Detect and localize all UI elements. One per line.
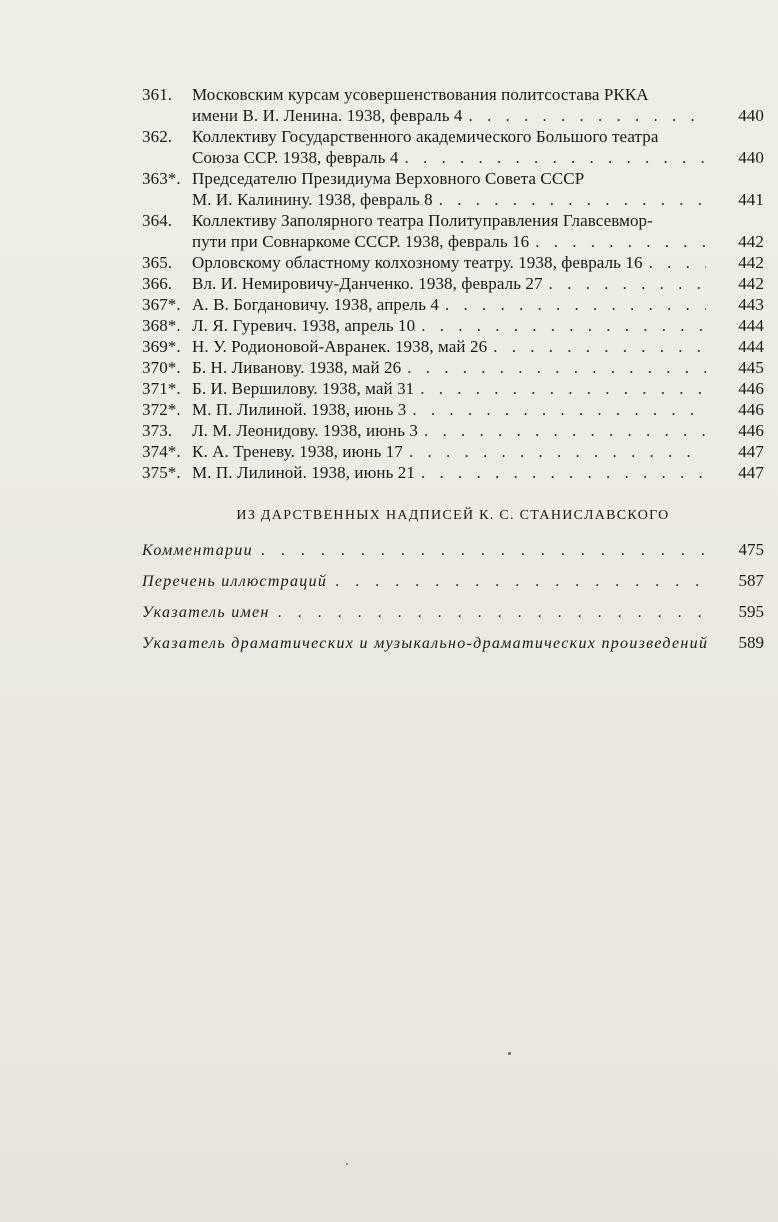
paper-speck <box>346 1163 348 1165</box>
toc-entry <box>142 336 764 357</box>
toc-entry <box>142 126 764 168</box>
entry-number: 362. <box>142 127 173 146</box>
entry-text: М. И. Калинину. 1938, февраль 8 <box>192 190 433 209</box>
dot-leader <box>535 231 706 252</box>
page-number: 442 <box>738 232 764 251</box>
appendix-title: Указатель имен <box>142 604 270 621</box>
toc-entry <box>142 420 764 441</box>
page-number: 444 <box>738 316 764 335</box>
entry-line <box>192 231 706 252</box>
toc-entry <box>142 378 764 399</box>
toc-entry <box>142 357 764 378</box>
paper-speck <box>508 1052 511 1055</box>
appendix-title: Комментарии <box>142 542 253 559</box>
appendix-title: Указатель драматических и музыкально-драматических произведений <box>142 635 709 652</box>
page-number: 443 <box>738 295 764 314</box>
section-heading: ИЗ ДАРСТВЕННЫХ НАДПИСЕЙ К. С. СТАНИСЛАВСКОГО <box>236 508 670 523</box>
entry-text: Н. У. Родионовой-Авранек. 1938, май 26 <box>192 337 488 356</box>
page-number: 446 <box>738 379 764 398</box>
dot-leader <box>420 378 706 399</box>
appendix-entry <box>142 540 764 571</box>
page-number: 442 <box>738 274 764 293</box>
toc-entry <box>142 294 764 315</box>
dot-leader <box>493 336 706 357</box>
entry-line <box>192 294 706 315</box>
page-number: 587 <box>738 571 764 590</box>
entry-text: Союза ССР. 1938, февраль 4 <box>192 148 399 167</box>
entry-number: 372*. <box>142 400 181 419</box>
dot-leader <box>649 252 706 273</box>
page-number: 442 <box>738 253 764 272</box>
toc-entry <box>142 441 764 462</box>
entry-line <box>192 315 706 336</box>
toc-entry <box>142 273 764 294</box>
entry-line <box>192 147 706 168</box>
page-number: 440 <box>738 148 764 167</box>
dot-leader <box>439 189 706 210</box>
entry-line <box>192 399 706 420</box>
table-of-contents <box>142 84 764 483</box>
toc-entry <box>142 462 764 483</box>
dot-leader <box>549 273 706 294</box>
toc-entry <box>142 399 764 420</box>
entry-number: 365. <box>142 253 173 272</box>
toc-entry <box>142 168 764 210</box>
entry-number: 366. <box>142 274 173 293</box>
entry-line <box>192 336 706 357</box>
entry-line <box>192 210 706 231</box>
entry-line <box>192 378 706 399</box>
entry-line <box>192 252 706 273</box>
toc-entry <box>142 210 764 252</box>
dot-leader <box>261 542 716 560</box>
dot-leader <box>412 399 706 420</box>
dot-leader <box>278 604 716 622</box>
entry-line <box>192 441 706 462</box>
appendix-entry <box>142 633 764 664</box>
entry-number: 368*. <box>142 316 181 335</box>
entry-line <box>192 462 706 483</box>
entry-text: Б. Н. Ливанову. 1938, май 26 <box>192 358 402 377</box>
entry-text: А. В. Богдановичу. 1938, апрель 4 <box>192 295 440 314</box>
entry-line <box>192 357 706 378</box>
page-number: 446 <box>738 400 764 419</box>
page-number: 444 <box>738 337 764 356</box>
dot-leader <box>421 462 706 483</box>
page-number: 445 <box>738 358 764 377</box>
entry-number: 364. <box>142 211 173 230</box>
appendix-list <box>142 540 764 664</box>
page-number: 595 <box>738 602 764 621</box>
entry-text: К. А. Треневу. 1938, июнь 17 <box>192 442 403 461</box>
entry-number: 370*. <box>142 358 181 377</box>
entry-text: Л. М. Леонидову. 1938, июнь 3 <box>192 421 418 440</box>
appendix-title: Перечень иллюстраций <box>142 573 328 590</box>
toc-entry <box>142 84 764 126</box>
entry-number: 363*. <box>142 169 181 188</box>
dot-leader <box>409 441 706 462</box>
entry-number: 361. <box>142 85 173 104</box>
page-number: 441 <box>738 190 764 209</box>
toc-entry <box>142 315 764 336</box>
entry-text: М. П. Лилиной. 1938, июнь 21 <box>192 463 415 482</box>
entry-text: М. П. Лилиной. 1938, июнь 3 <box>192 400 407 419</box>
entry-number: 371*. <box>142 379 181 398</box>
dot-leader <box>469 105 706 126</box>
appendix-entry <box>142 602 764 633</box>
entry-text: Орловскому областному колхозному театру. 1938, февраль 16 <box>192 253 643 272</box>
dot-leader <box>421 315 706 336</box>
dot-leader <box>335 573 716 591</box>
entry-text: Коллективу Государственного академического Большого театра <box>192 127 659 146</box>
entry-number: 373. <box>142 421 173 440</box>
entry-text: пути при Совнаркоме СССР. 1938, февраль 16 <box>192 232 530 251</box>
entry-line <box>192 420 706 441</box>
entry-line <box>192 84 706 105</box>
page-number: 589 <box>738 633 764 652</box>
page-number: 440 <box>738 106 764 125</box>
entry-text: Московским курсам усовершенствования политсостава РККА <box>192 85 649 104</box>
entry-text: Вл. И. Немировичу-Данченко. 1938, февраль 27 <box>192 274 543 293</box>
dot-leader <box>407 357 706 378</box>
entry-text: Б. И. Вершилову. 1938, май 31 <box>192 379 415 398</box>
entry-line <box>192 105 706 126</box>
dot-leader <box>445 294 706 315</box>
entry-line <box>192 168 706 189</box>
entry-number: 375*. <box>142 463 181 482</box>
entry-number: 367*. <box>142 295 181 314</box>
dot-leader <box>424 420 706 441</box>
page-number: 447 <box>738 442 764 461</box>
entry-line <box>192 273 706 294</box>
entry-line <box>192 126 706 147</box>
entry-text: Коллективу Заполярного театра Политуправления Главсевмор- <box>192 211 653 230</box>
page-number: 447 <box>738 463 764 482</box>
entry-text: Председателю Президиума Верховного Совета СССР <box>192 169 585 188</box>
page-number: 475 <box>738 540 764 559</box>
dot-leader <box>404 147 706 168</box>
page-number: 446 <box>738 421 764 440</box>
entry-line <box>192 189 706 210</box>
toc-entry <box>142 252 764 273</box>
entry-text: имени В. И. Ленина. 1938, февраль 4 <box>192 106 463 125</box>
entry-number: 374*. <box>142 442 181 461</box>
appendix-entry <box>142 571 764 602</box>
entry-text: Л. Я. Гуревич. 1938, апрель 10 <box>192 316 416 335</box>
entry-number: 369*. <box>142 337 181 356</box>
